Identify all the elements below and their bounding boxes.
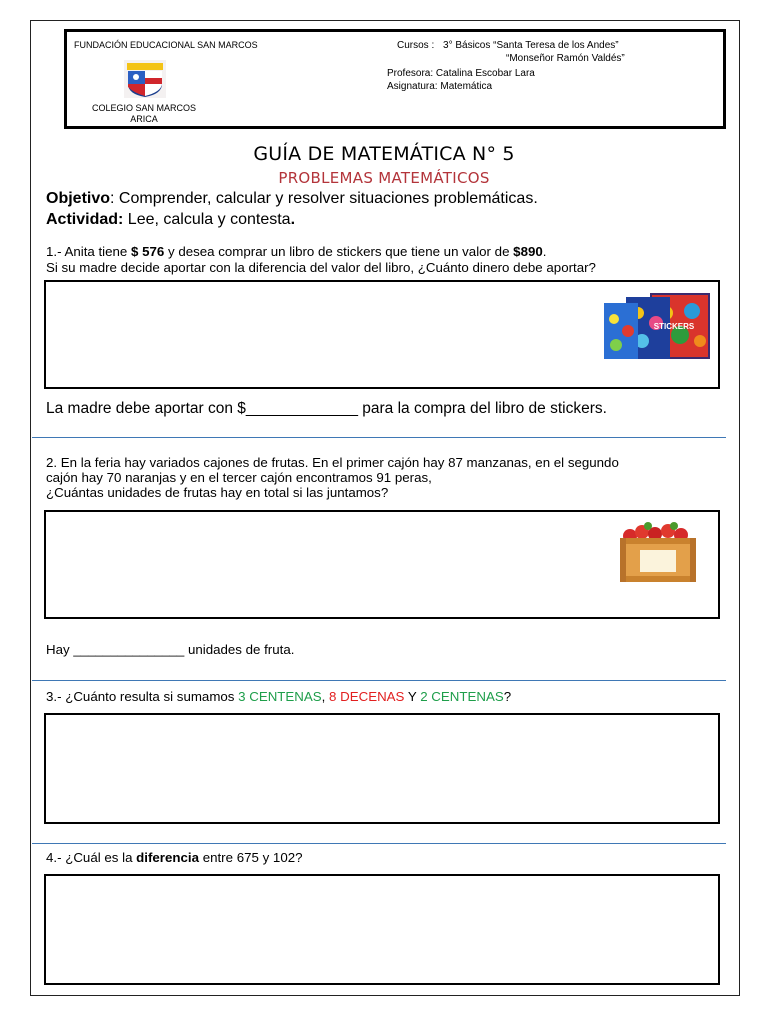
fruit-crate-image	[618, 522, 698, 584]
school-crest-icon	[124, 60, 166, 98]
objective-text: : Comprender, calcular y resolver situaciones problemáticas.	[110, 190, 538, 207]
q1-text-a: 1.- Anita tiene	[46, 244, 132, 259]
activity-label: Actividad:	[46, 211, 124, 228]
foundation-name: FUNDACIÓN EDUCACIONAL SAN MARCOS	[74, 40, 258, 50]
school-city: ARICA	[130, 114, 158, 124]
objective-line	[46, 190, 538, 208]
q4-text-a: 4.- ¿Cuál es la	[46, 850, 137, 865]
page-subtitle: PROBLEMAS MATEMÁTICOS	[278, 169, 490, 187]
page-title: GUÍA DE MATEMÁTICA N° 5	[253, 143, 515, 165]
q3-term-centenas-2: 2 CENTENAS	[420, 689, 504, 704]
q1-amount-price: $890	[513, 244, 543, 259]
answer-box-4[interactable]	[44, 874, 720, 985]
courses-line	[397, 40, 619, 51]
divider-1	[32, 437, 726, 438]
school-name-block	[84, 103, 204, 125]
q1-text-c: y desea comprar un libro de stickers que tiene un valor de	[164, 244, 514, 259]
q3-question-mark: ?	[503, 689, 512, 704]
question-3-line	[46, 689, 511, 704]
activity-line	[46, 211, 295, 229]
q3-term-decenas: 8 DECENAS	[329, 689, 405, 704]
q1-amount-have: $ 576	[131, 244, 165, 259]
objective-label: Objetivo	[46, 190, 111, 207]
q4-text-c: entre 675 y 102?	[199, 850, 303, 865]
answer-box-3[interactable]	[44, 713, 720, 824]
q4-keyword-difference: diferencia	[136, 850, 199, 865]
question-2-line-2: cajón hay 70 naranjas y en el tercer cajón encontramos 91 peras,	[46, 470, 432, 485]
q1-text-e: .	[542, 244, 547, 259]
courses-value: 3° Básicos “Santa Teresa de los Andes”	[443, 40, 619, 51]
sticker-books-image	[604, 293, 712, 361]
q3-and: Y	[404, 689, 421, 704]
answer-1-sentence: La madre debe aportar con $_____________ para la compra del libro de stickers.	[46, 400, 607, 417]
divider-2	[32, 680, 726, 681]
question-2-line-1: 2. En la feria hay variados cajones de frutas. En el primer cajón hay 87 manzanas, en el segundo	[46, 455, 619, 470]
sticker-book-title: STICKERS	[653, 322, 695, 331]
activity-text: Lee, calcula y contesta	[123, 211, 291, 228]
question-1-line-2: Si su madre decide aportar con la diferencia del valor del libro, ¿Cuánto dinero debe aportar?	[46, 260, 596, 275]
activity-period: .	[290, 211, 296, 228]
divider-3	[32, 843, 726, 844]
subject-name: Asignatura: Matemática	[387, 81, 493, 92]
q3-comma: ,	[321, 689, 330, 704]
teacher-name: Profesora: Catalina Escobar Lara	[387, 68, 535, 79]
school-name: COLEGIO SAN MARCOS	[91, 103, 197, 113]
q3-term-centenas-1: 3 CENTENAS	[238, 689, 322, 704]
courses-label: Cursos :	[397, 40, 435, 51]
question-2-line-3: ¿Cuántas unidades de frutas hay en total si las juntamos?	[46, 485, 389, 500]
question-1-line-1	[46, 244, 546, 259]
q3-text-a: 3.- ¿Cuánto resulta si sumamos	[46, 689, 239, 704]
answer-2-sentence: Hay _______________ unidades de fruta.	[46, 642, 295, 657]
courses-line-2: “Monseñor Ramón Valdés”	[506, 53, 625, 64]
question-4-line	[46, 850, 303, 865]
